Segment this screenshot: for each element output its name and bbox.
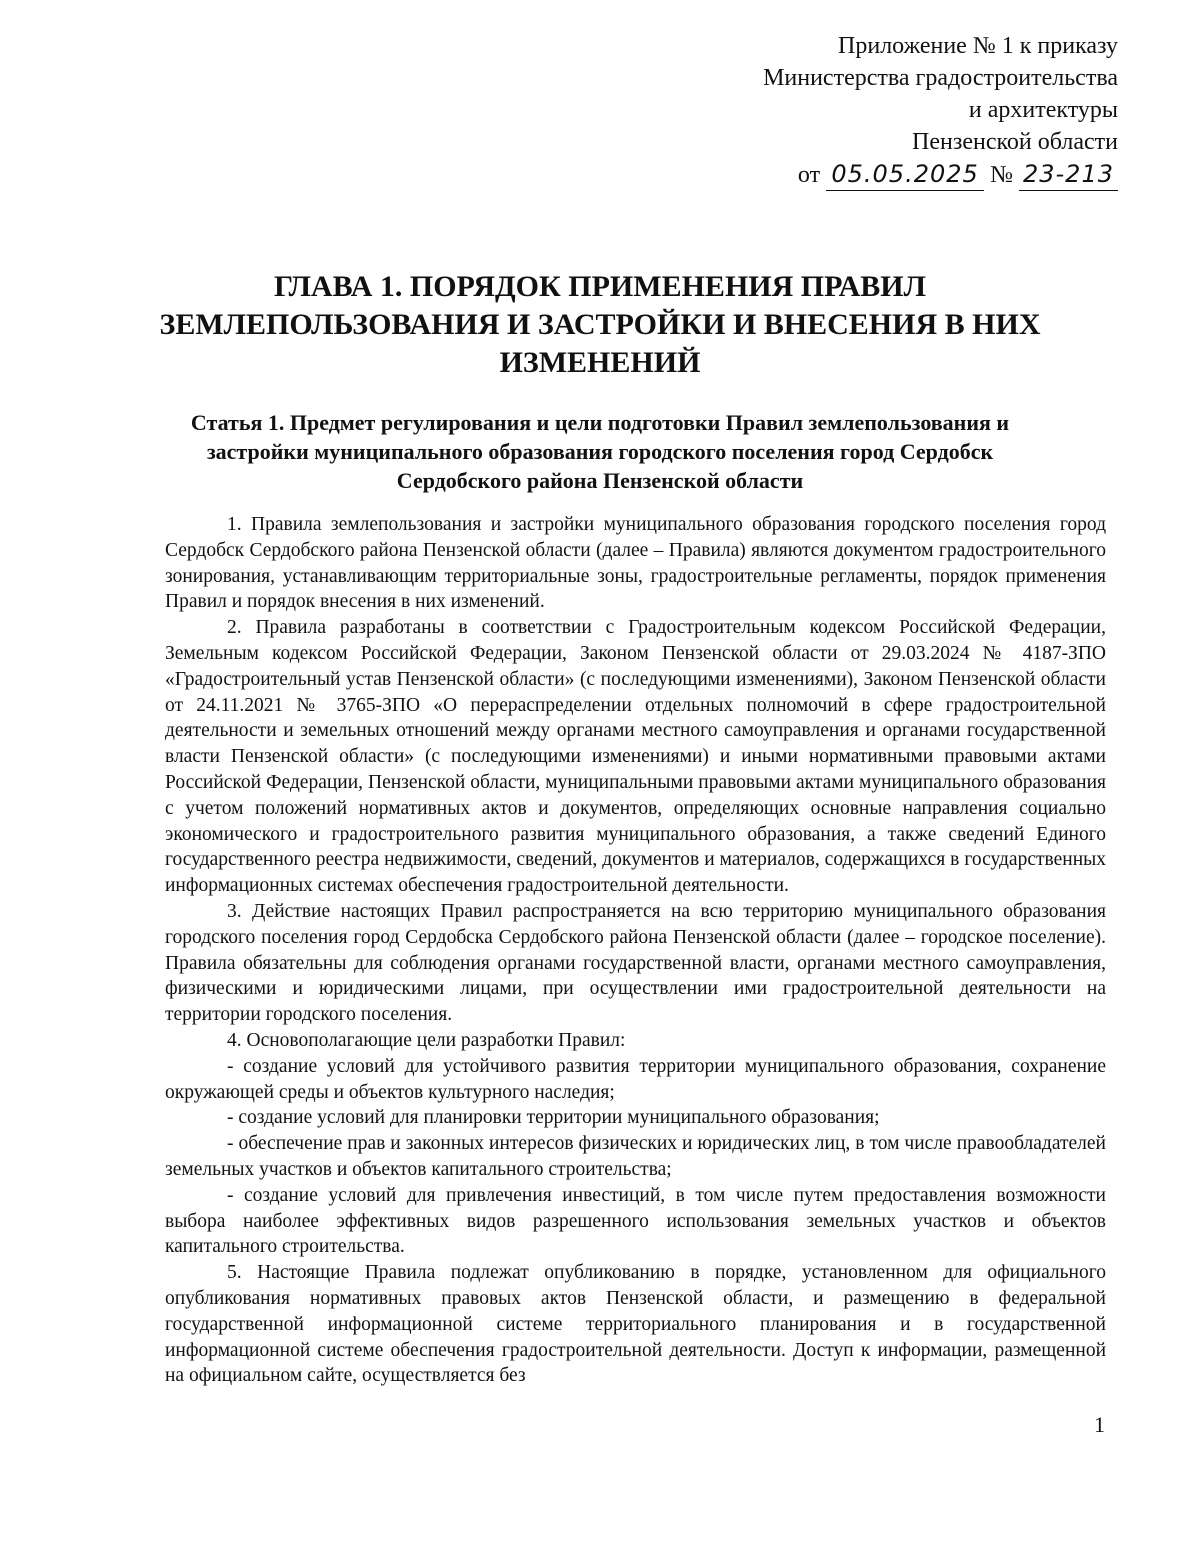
order-date-handwritten: 05.05.2025 [826,158,984,191]
chapter-title: ГЛАВА 1. ПОРЯДОК ПРИМЕНЕНИЯ ПРАВИЛ ЗЕМЛЕПОЛЬЗОВАНИЯ И ЗАСТРОЙКИ И ВНЕСЕНИЯ В НИХ ИЗМЕНЕНИЙ [159,270,1041,379]
appendix-line: Пензенской области [912,129,1118,155]
list-item: - создание условий для привлечения инвестиций, в том числе путем предоставления возможности выбора наиболее эффективных видов разрешенного использования земельных участков и объектов капитального строительства. [165,1184,1106,1258]
appendix-line: и архитектуры [968,97,1118,123]
list-item: - создание условий для устойчивого развития территории муниципального образования, сохранение окружающей среды и объектов культурного наследия; [165,1055,1106,1103]
order-reference [598,158,1118,191]
document-body [165,512,1106,1389]
paragraph: 3. Действие настоящих Правил распространяется на всю территорию муниципального образования городского поселения город Сердобска Сердобского района Пензенской области (далее – городское поселение). Правила обязательны для соблюдения органами государственной власти, органами местного самоуправления, физическими и юридическими лицами, при осуществлении ими градостроительной деятельности на территории городского поселения. [165,900,1106,1026]
appendix-header [598,30,1118,191]
paragraph: 2. Правила разработаны в соответствии с Градостроительным кодексом Российской Федерации, Земельным кодексом Российской Федерации, Законом Пензенской области от 29.03.2024 № 4187-ЗПО «Градостроительный устав Пензенской области» (с последующими изменениями), Законом Пензенской области от 24.11.2021 № 3765-ЗПО «О перераспределении отдельных полномочий в сфере градостроительной деятельности и земельных отношений между органами местного самоуправления и органами государственной власти Пензенской области» (с последующими изменениями) и иными нормативными правовыми актами Российской Федерации, Пензенской области, муниципальными правовыми актами муниципального образования с учетом положений нормативных актов и документов, определяющих основные направления социально экономического и градостроительного развития муниципального образования, а также сведений Единого государственного реестра недвижимости, сведений, документов и материалов, содержащихся в государственных информационных системах обеспечения градостроительной деятельности. [165,617,1106,897]
order-prefix: от [797,162,821,188]
paragraph: 4. Основополагающие цели разработки Правил: [227,1029,626,1051]
appendix-line: Министерства градостроительства [763,65,1118,91]
appendix-line: Приложение № 1 к приказу [838,33,1118,59]
order-number-label: № [990,162,1013,188]
order-number-handwritten: 23-213 [1019,158,1118,191]
article-title: Статья 1. Предмет регулирования и цели подготовки Правил землепользования и застройки муниципального образования городского поселения город Сердобск Сердобского района Пензенской области [190,410,1010,493]
paragraph: 5. Настоящие Правила подлежат опубликованию в порядке, установленном для официального опубликования нормативных правовых актов Пензенской области, и размещению в федеральной государственной информационной системе территориального планирования и в государственной информационной системе обеспечения градостроительной деятельности. Доступ к информации, размещенной на официальном сайте, осуществляется без [165,1262,1106,1387]
list-item: - обеспечение прав и законных интересов физических и юридических лиц, в том числе правообладателей земельных участков и объектов капитального строительства; [165,1133,1106,1180]
page-number: 1 [1094,1412,1105,1437]
paragraph: 1. Правила землепользования и застройки муниципального образования городского поселения город Сердобск Сердобского района Пензенской области (далее – Правила) являются документом градостроительного зонирования, устанавливающим территориальные зоны, градостроительные регламенты, порядок применения Правил и порядок внесения в них изменений. [165,514,1106,613]
list-item: - создание условий для планировки территории муниципального образования; [227,1107,880,1129]
